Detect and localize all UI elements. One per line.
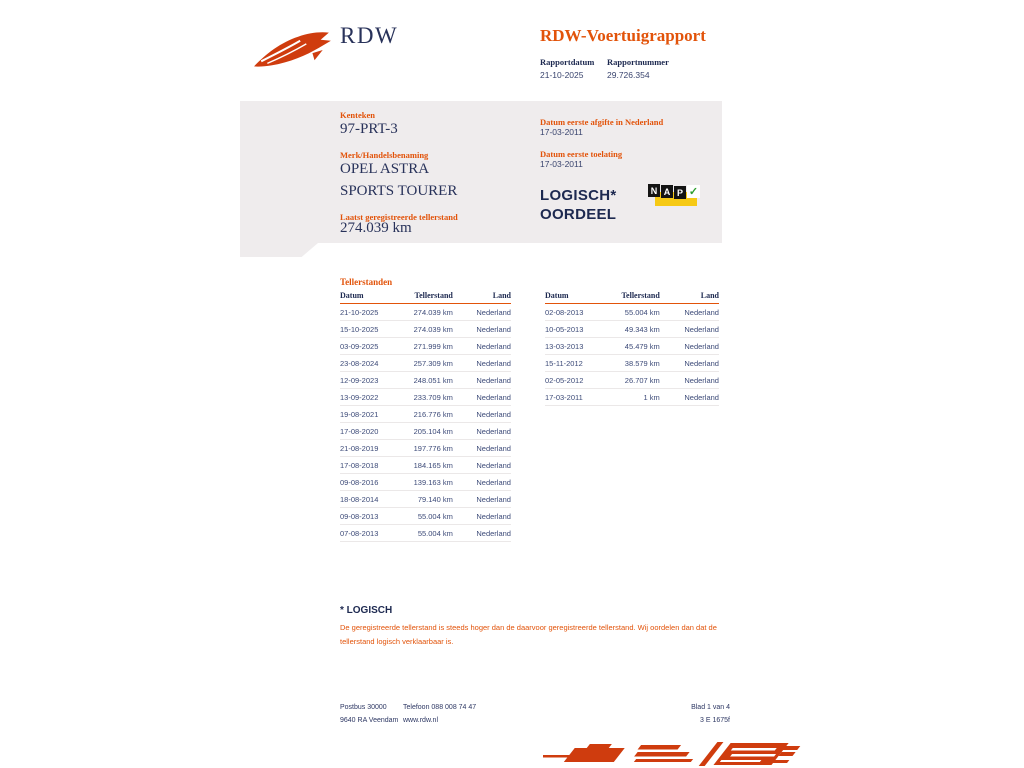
cell-tellerstand: 271.999 km	[413, 341, 453, 351]
cell-land: Nederland	[476, 426, 511, 436]
nap-logo-boxes	[648, 184, 700, 199]
table-row	[340, 491, 511, 508]
cell-tellerstand: 274.039 km	[413, 324, 453, 334]
report-number-label: Rapportnummer	[607, 57, 669, 67]
table-row	[340, 440, 511, 457]
footer-page-number: Blad 1 van 4	[691, 704, 730, 711]
oordeel-text	[540, 186, 617, 224]
cell-datum: 10-05-2013	[545, 324, 584, 334]
nap-logo	[648, 184, 700, 208]
cell-tellerstand: 1 km	[643, 392, 660, 402]
merk-label: Merk/Handelsbenaming	[340, 150, 429, 160]
oordeel-line1: LOGISCH*	[540, 187, 617, 204]
cell-tellerstand: 197.776 km	[413, 443, 453, 453]
cell-datum: 09-08-2013	[340, 511, 379, 521]
cell-datum: 17-08-2020	[340, 426, 379, 436]
cell-datum: 19-08-2021	[340, 409, 379, 419]
table-row	[545, 338, 719, 355]
table-row	[340, 389, 511, 406]
report-date	[540, 57, 596, 80]
cell-land: Nederland	[476, 511, 511, 521]
cell-datum: 09-08-2016	[340, 477, 379, 487]
cell-tellerstand: 257.309 km	[413, 358, 453, 368]
footer-address-line1: Postbus 30000	[340, 704, 387, 711]
cell-land: Nederland	[684, 341, 719, 351]
cell-tellerstand: 26.707 km	[624, 375, 660, 385]
cell-datum: 07-08-2013	[340, 528, 379, 538]
cell-land: Nederland	[684, 392, 719, 402]
footer-contact	[403, 701, 476, 727]
cell-tellerstand: 45.479 km	[624, 341, 660, 351]
cell-land: Nederland	[476, 341, 511, 351]
cell-datum: 15-11-2012	[545, 358, 583, 368]
cell-land: Nederland	[476, 494, 511, 504]
cell-datum: 21-08-2019	[340, 443, 379, 453]
cell-land: Nederland	[476, 358, 511, 368]
report-meta	[540, 57, 680, 80]
table-row	[545, 304, 719, 321]
cell-tellerstand: 55.004 km	[417, 528, 453, 538]
footer-phone: Telefoon 088 008 74 47	[403, 704, 477, 711]
cell-land: Nederland	[476, 477, 511, 487]
oordeel-line2: OORDEEL	[540, 206, 617, 223]
cell-land: Nederland	[476, 460, 511, 470]
column-header-tellerstand: Tellerstand	[621, 291, 660, 300]
table-row	[340, 321, 511, 338]
tellerstanden-table-left	[340, 291, 511, 542]
column-header-land: Land	[492, 291, 511, 300]
table-body	[545, 304, 719, 406]
table-row	[340, 525, 511, 542]
toelating-value: 17-03-2011	[540, 159, 583, 169]
table-row	[545, 321, 719, 338]
logisch-footnote-text: De geregistreerde tellerstand is steeds hoger dan de daarvoor geregistreerde tellerstand. Wij oordelen dan dat de tellerstand logisch verklaarbaar is.	[340, 623, 717, 646]
vehicle-summary-box	[240, 101, 722, 243]
column-header-datum: Datum	[545, 291, 569, 300]
page-title: RDW-Voertuigrapport	[540, 26, 706, 45]
cell-land: Nederland	[476, 443, 511, 453]
cell-land: Nederland	[684, 375, 719, 385]
cell-datum: 02-08-2013	[545, 307, 584, 317]
table-row	[340, 355, 511, 372]
cell-datum: 12-09-2023	[340, 375, 379, 385]
cell-datum: 02-05-2012	[545, 375, 584, 385]
column-header-datum: Datum	[340, 291, 364, 300]
nap-letter-a: A	[661, 185, 673, 198]
footer-pagination	[630, 701, 730, 727]
cell-land: Nederland	[476, 409, 511, 419]
cell-tellerstand: 55.004 km	[624, 307, 660, 317]
footer-deco-graphic	[543, 740, 805, 768]
cell-land: Nederland	[476, 307, 511, 317]
table-row	[340, 372, 511, 389]
cell-tellerstand: 184.165 km	[413, 460, 453, 470]
table-row	[340, 457, 511, 474]
cell-tellerstand: 38.579 km	[624, 358, 660, 368]
nap-letter-n: N	[648, 184, 660, 197]
column-header-land: Land	[700, 291, 719, 300]
cell-tellerstand: 216.776 km	[413, 409, 453, 419]
afgifte-label: Datum eerste afgifte in Nederland	[540, 117, 664, 127]
cell-land: Nederland	[684, 307, 719, 317]
cell-tellerstand: 248.051 km	[413, 375, 453, 385]
cell-land: Nederland	[476, 528, 511, 538]
tellerstand-value: 274.039 km	[340, 220, 412, 236]
nap-letter-p: P	[674, 186, 686, 199]
nap-check-icon: ✓	[688, 186, 699, 198]
cell-tellerstand: 233.709 km	[413, 392, 453, 402]
table-row	[545, 355, 719, 372]
kenteken-value: 97-PRT-3	[340, 121, 398, 137]
logisch-footnote-title: * LOGISCH	[340, 605, 393, 616]
column-header-tellerstand: Tellerstand	[414, 291, 453, 300]
summary-box-tail	[240, 243, 318, 257]
table-row	[545, 389, 719, 406]
tellerstand-label: Laatst geregistreerde tellerstand	[340, 212, 458, 222]
toelating-label: Datum eerste toelating	[540, 149, 623, 159]
cell-datum: 13-03-2013	[545, 341, 584, 351]
table-row	[340, 508, 511, 525]
tellerstanden-title: Tellerstanden	[340, 277, 393, 287]
table-row	[340, 474, 511, 491]
cell-tellerstand: 274.039 km	[413, 307, 453, 317]
cell-datum: 21-10-2025	[340, 307, 379, 317]
footer-form-code: 3 E 1675f	[700, 717, 730, 724]
rdw-logo-icon	[253, 26, 335, 72]
report-date-label: Rapportdatum	[540, 57, 595, 67]
cell-tellerstand: 49.343 km	[624, 324, 660, 334]
table-header	[340, 291, 511, 304]
afgifte-value: 17-03-2011	[540, 127, 583, 137]
report-date-value: 21-10-2025	[540, 70, 584, 80]
cell-tellerstand: 139.163 km	[413, 477, 453, 487]
cell-tellerstand: 55.004 km	[417, 511, 453, 521]
table-row	[340, 338, 511, 355]
table-row	[340, 423, 511, 440]
cell-datum: 15-10-2025	[340, 324, 379, 334]
footer-address	[340, 701, 398, 727]
cell-land: Nederland	[476, 375, 511, 385]
table-row	[340, 406, 511, 423]
footer-address-line2: 9640 RA Veendam	[340, 717, 399, 724]
tellerstanden-table-right	[545, 291, 719, 406]
cell-datum: 17-03-2011	[545, 392, 583, 402]
kenteken-label: Kenteken	[340, 110, 375, 120]
table-body	[340, 304, 511, 542]
cell-land: Nederland	[684, 358, 719, 368]
report-number-value: 29.726.354	[607, 70, 650, 80]
cell-land: Nederland	[476, 324, 511, 334]
rdw-logo-text: RDW	[340, 23, 399, 48]
report-number	[607, 57, 669, 80]
table-row	[545, 372, 719, 389]
table-header	[545, 291, 719, 304]
cell-tellerstand: 79.140 km	[417, 494, 453, 504]
footer-website: www.rdw.nl	[403, 717, 439, 724]
cell-datum: 03-09-2025	[340, 341, 379, 351]
cell-datum: 18-08-2014	[340, 494, 379, 504]
cell-land: Nederland	[684, 324, 719, 334]
table-row	[340, 304, 511, 321]
merk-value: OPEL ASTRA SPORTS TOURER	[340, 161, 458, 199]
cell-land: Nederland	[476, 392, 511, 402]
cell-datum: 23-08-2024	[340, 358, 379, 368]
cell-tellerstand: 205.104 km	[413, 426, 453, 436]
cell-datum: 17-08-2018	[340, 460, 379, 470]
cell-datum: 13-09-2022	[340, 392, 379, 402]
